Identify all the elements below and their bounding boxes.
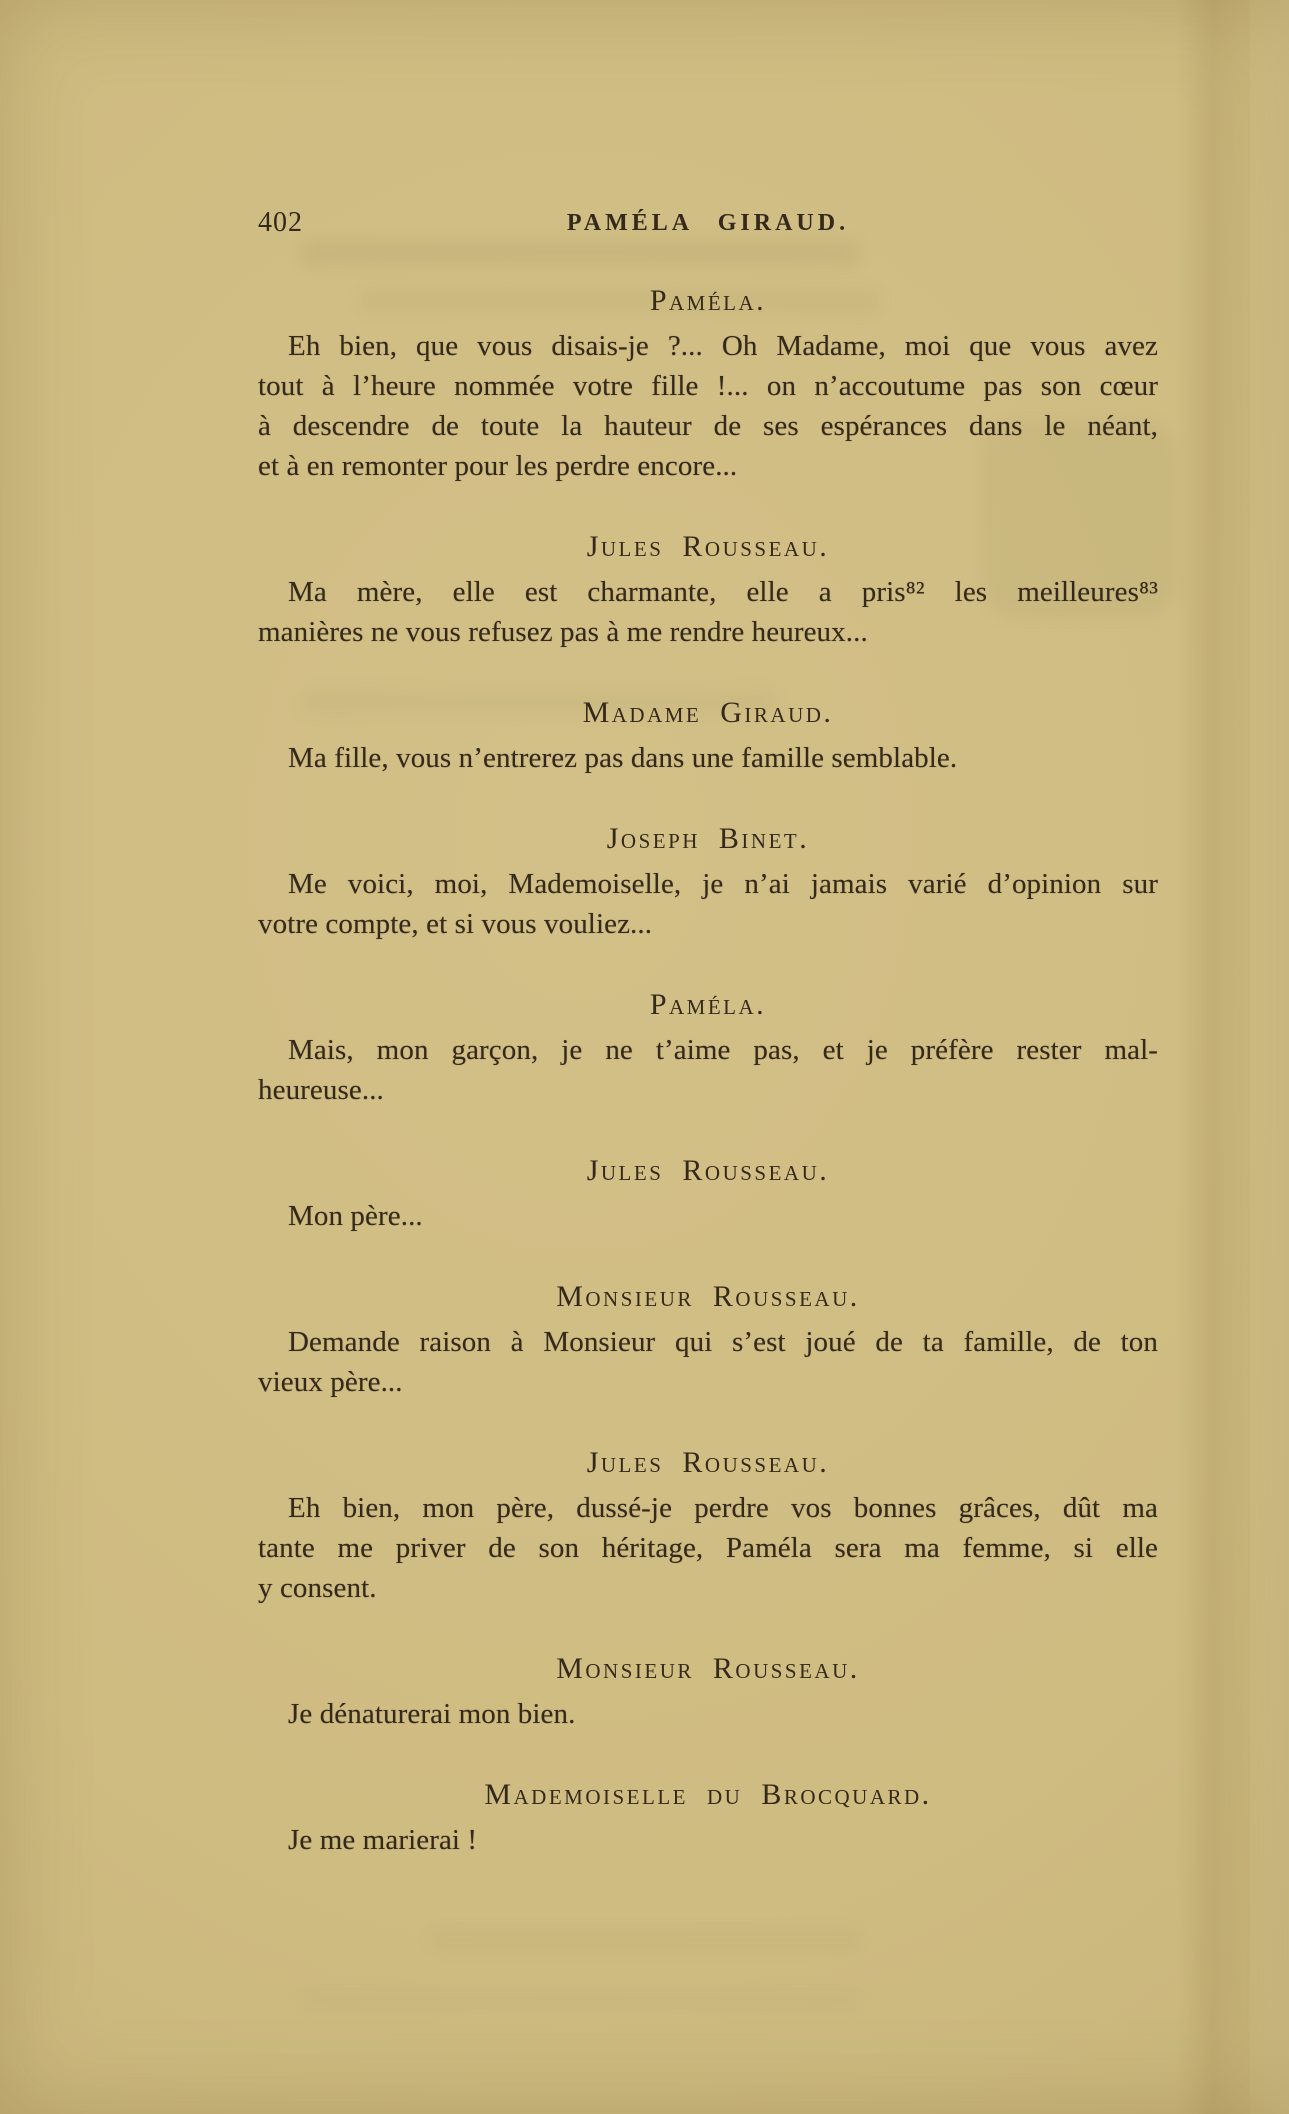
- dialogue-paragraph: [258, 572, 1158, 652]
- dialogue-line: tout à l’heure nommée votre fille !... on n’accoutume pas son cœur: [258, 370, 1158, 402]
- text-block: [258, 0, 1158, 1860]
- dialogue-line: Me voici, moi, Mademoiselle, je n’ai jamais varié d’opinion sur: [288, 868, 1158, 900]
- speaker-heading: Jules Rousseau.: [586, 1446, 830, 1479]
- dialogue-line: et à en remonter pour les perdre encore...: [258, 450, 738, 482]
- dialogue-paragraph: [258, 864, 1158, 944]
- dialogue-line: Mon père...: [288, 1200, 423, 1232]
- dialogue-line: Mais, mon garçon, je ne t’aime pas, et je préfère rester mal-: [288, 1034, 1158, 1066]
- dialogue-paragraph: [258, 1820, 1158, 1860]
- speaker-heading: Mademoiselle du Brocquard.: [484, 1778, 932, 1811]
- dialogue-paragraph: [258, 1694, 1158, 1734]
- speaker-heading: Paméla.: [649, 988, 767, 1021]
- dialogue-line: y consent.: [258, 1572, 377, 1604]
- dialogue-line: vieux père...: [258, 1366, 403, 1398]
- speaker-heading: Joseph Binet.: [606, 822, 810, 855]
- dialogue-line: Eh bien, mon père, dussé-je perdre vos bonnes grâces, dût ma: [288, 1492, 1158, 1524]
- dialogue-line: tante me priver de son héritage, Paméla sera ma femme, si elle: [258, 1532, 1158, 1564]
- dialogue-paragraph: [258, 1030, 1158, 1110]
- bleedthrough-stain: [300, 1990, 860, 2008]
- speaker-heading: Madame Giraud.: [582, 696, 834, 729]
- dialogue-paragraph: [258, 738, 1158, 778]
- dialogue-line: votre compte, et si vous vouliez...: [258, 908, 653, 940]
- speaker-heading: Jules Rousseau.: [586, 530, 830, 563]
- dialogue-line: Ma mère, elle est charmante, elle a pris⁸² les meilleures⁸³: [288, 576, 1158, 608]
- speaker-heading: Paméla.: [649, 284, 767, 317]
- page-number: 402: [258, 207, 303, 238]
- dialogue-line: heureuse...: [258, 1074, 384, 1106]
- speaker-heading: Monsieur Rousseau.: [556, 1280, 860, 1313]
- dialogue-line: Demande raison à Monsieur qui s’est joué de ta famille, de ton: [288, 1326, 1158, 1358]
- dialogue-line: manières ne vous refusez pas à me rendre heureux...: [258, 616, 868, 648]
- page-header: [258, 206, 1158, 240]
- page-edge-shadow: [1175, 0, 1250, 2114]
- dialogue-line: à descendre de toute la hauteur de ses espérances dans le néant,: [258, 410, 1158, 442]
- dialogue-line: Ma fille, vous n’entrerez pas dans une famille semblable.: [288, 742, 958, 774]
- dialogue-paragraph: [258, 1196, 1158, 1236]
- dialogue-line: Je dénaturerai mon bien.: [288, 1698, 576, 1730]
- bleedthrough-stain: [430, 1930, 860, 1950]
- dialogue-line: Eh bien, que vous disais-je ?... Oh Madame, moi que vous avez: [288, 330, 1158, 362]
- dialogue-line: Je me marierai !: [288, 1824, 478, 1856]
- dialogue-paragraph: [258, 326, 1158, 486]
- speaker-heading: Monsieur Rousseau.: [556, 1652, 860, 1685]
- running-title: PAMÉLA GIRAUD.: [566, 210, 850, 236]
- speaker-heading: Jules Rousseau.: [586, 1154, 830, 1187]
- page-edge-highlight: [1248, 0, 1289, 2114]
- dialogue-paragraph: [258, 1488, 1158, 1608]
- dialogue-paragraph: [258, 1322, 1158, 1402]
